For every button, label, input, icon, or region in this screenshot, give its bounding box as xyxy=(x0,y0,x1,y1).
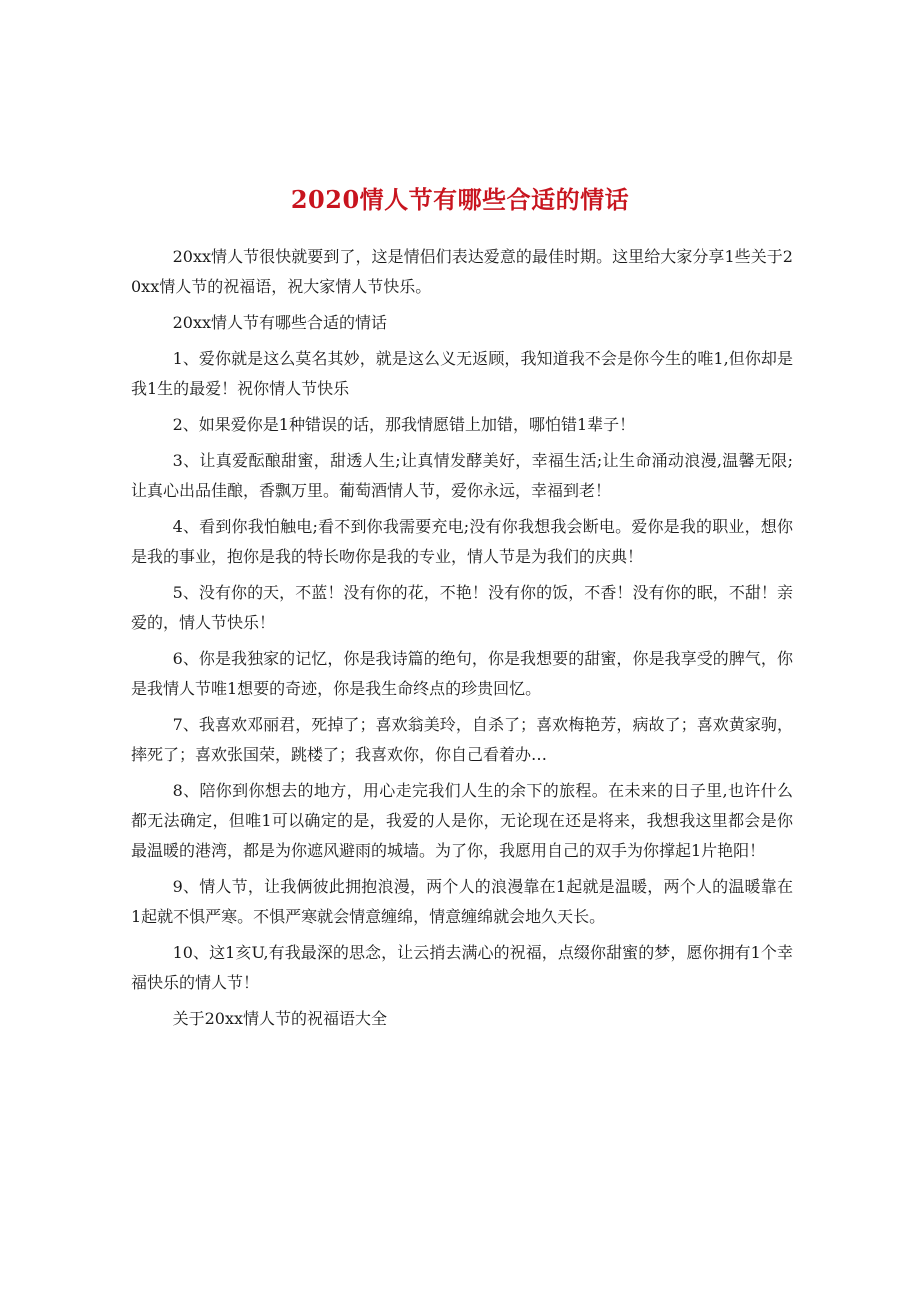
list-item: 1、爱你就是这么莫名其妙，就是这么义无返顾，我知道我不会是你今生的唯1,但你却是我1生的最爱！祝你情人节快乐 xyxy=(131,349,793,398)
list-item: 6、你是我独家的记忆，你是我诗篇的绝句，你是我想要的甜蜜，你是我享受的脾气，你是我情人节唯1想要的奇迹，你是我生命终点的珍贵回忆。 xyxy=(131,649,793,698)
list-item: 8、陪你到你想去的地方，用心走完我们人生的余下的旅程。在未来的日子里,也许什么都无法确定，但唯1可以确定的是，我爱的人是你，无论现在还是将来，我想我这里都会是你最温暖的港湾，都是为你遮风避雨的城墙。为了你，我愿用自己的双手为你撑起1片艳阳！ xyxy=(131,781,793,860)
section-subheading: 20xx情人节有哪些合适的情话 xyxy=(172,313,388,332)
page-title: 2020情人节有哪些合适的情话 xyxy=(290,185,630,215)
list-item: 3、让真爱酝酿甜蜜，甜透人生;让真情发酵美好，幸福生活;让生命涌动浪漫,温馨无限;让真心出品佳酿，香飘万里。葡萄酒情人节，爱你永远，幸福到老！ xyxy=(131,451,793,500)
footer-heading: 关于20xx情人节的祝福语大全 xyxy=(172,1009,388,1028)
list-item: 7、我喜欢邓丽君，死掉了；喜欢翁美玲，自杀了；喜欢梅艳芳，病故了；喜欢黄家驹，摔死了；喜欢张国荣，跳楼了；我喜欢你，你自己看着办… xyxy=(131,715,793,764)
list-item: 10、这1亥U,有我最深的思念，让云捎去满心的祝福，点缀你甜蜜的梦，愿你拥有1个幸福快乐的情人节！ xyxy=(131,943,793,992)
list-item: 4、看到你我怕触电;看不到你我需要充电;没有你我想我会断电。爱你是我的职业，想你是我的事业，抱你是我的特长吻你是我的专业，情人节是为我们的庆典！ xyxy=(131,517,793,566)
list-item: 5、没有你的天，不蓝！没有你的花，不艳！没有你的饭，不香！没有你的眠，不甜！亲爱的，情人节快乐！ xyxy=(131,583,793,632)
document-body xyxy=(131,242,793,1040)
list-item: 2、如果爱你是1种错误的话，那我情愿错上加错，哪怕错1辈子！ xyxy=(172,415,636,434)
intro-paragraph: 20xx情人节很快就要到了，这是情侣们表达爱意的最佳时期。这里给大家分享1些关于20xx情人节的祝福语，祝大家情人节快乐。 xyxy=(131,247,793,296)
list-item: 9、情人节，让我俩彼此拥抱浪漫，两个人的浪漫靠在1起就是温暖，两个人的温暖靠在1起就不惧严寒。不惧严寒就会情意缠绵，情意缠绵就会地久天长。 xyxy=(131,877,793,926)
